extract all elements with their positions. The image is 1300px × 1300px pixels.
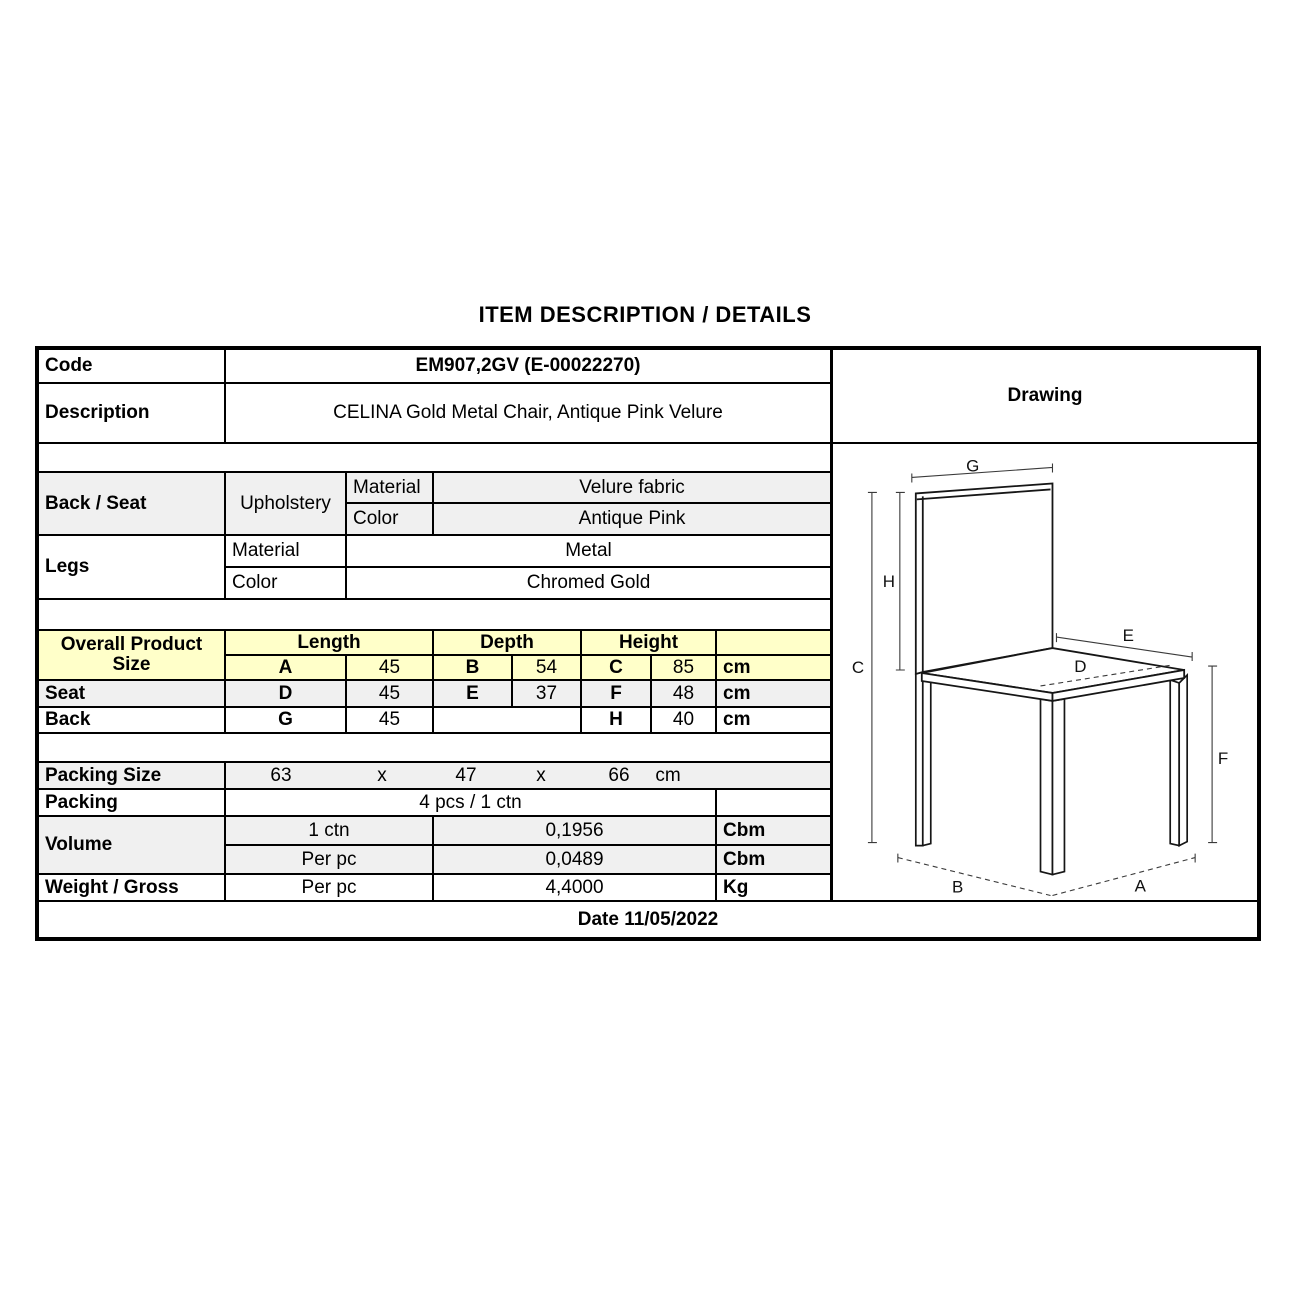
weight-value: 4,4000 [433, 874, 716, 901]
back-dim-unit: cm [716, 707, 831, 733]
back-dim-letter-g: G [225, 707, 346, 733]
overall-dim-value-c: 85 [651, 655, 716, 680]
back-dim-letter-h: H [581, 707, 651, 733]
packing-size-width: 47 [455, 764, 477, 786]
spacer-row-1 [38, 443, 831, 472]
volume-row2-unit: Cbm [716, 845, 831, 874]
back-row-label: Back [38, 707, 225, 733]
drawing-area [831, 443, 1258, 901]
packing-size-length: 63 [270, 764, 292, 786]
volume-row1-value: 0,1956 [433, 816, 716, 845]
legs-color-label: Color [225, 567, 346, 599]
weight-label: Weight / Gross [38, 874, 225, 901]
label-d: D [1074, 657, 1087, 676]
back-seat-color-label: Color [346, 503, 433, 535]
legs-material-value: Metal [346, 535, 831, 567]
packing-size-value [225, 762, 831, 789]
back-seat-material-value: Velure fabric [433, 472, 831, 503]
volume-row1-unit: Cbm [716, 816, 831, 845]
seat-dim-letter-d: D [225, 680, 346, 707]
legs-color-value: Chromed Gold [346, 567, 831, 599]
dim-line-c [868, 492, 877, 842]
packing-value: 4 pcs / 1 ctn [225, 789, 716, 816]
label-c: C [851, 657, 865, 677]
date-row: Date 11/05/2022 [38, 901, 1258, 938]
seat-dim-unit: cm [716, 680, 831, 707]
code-value: EM907,2GV (E-00022270) [225, 349, 831, 383]
packing-size-sep-1: x [377, 764, 387, 786]
overall-dim-letter-c: C [581, 655, 651, 680]
overall-size-label-line1: Overall Product [60, 634, 203, 656]
packing-size-sep-2: x [536, 764, 546, 786]
label-a: A [1134, 876, 1146, 896]
legs-label: Legs [38, 535, 225, 599]
description-label: Description [38, 383, 225, 443]
height-header: Height [581, 630, 716, 655]
length-header: Length [225, 630, 433, 655]
depth-header: Depth [433, 630, 581, 655]
upholstery-label: Upholstery [225, 472, 346, 535]
overall-dim-letter-b: B [433, 655, 512, 680]
code-label: Code [38, 349, 225, 383]
label-f: F [1217, 748, 1229, 768]
packing-label: Packing [38, 789, 225, 816]
spacer-row-3 [38, 733, 831, 762]
dim-line-h [896, 492, 905, 670]
chair-drawing [833, 444, 1257, 900]
size-header-empty [716, 630, 831, 655]
back-seat-color-value: Antique Pink [433, 503, 831, 535]
legs-material-label: Material [225, 535, 346, 567]
seat-dim-letter-f: F [581, 680, 651, 707]
dim-line-f [1208, 666, 1217, 843]
chair-backrest [916, 483, 1053, 674]
description-value: CELINA Gold Metal Chair, Antique Pink Velure [225, 383, 831, 443]
seat-row-label: Seat [38, 680, 225, 707]
back-dim-value-h: 40 [651, 707, 716, 733]
packing-empty [716, 789, 831, 816]
spec-table [35, 346, 1261, 941]
volume-row2-value: 0,0489 [433, 845, 716, 874]
back-row-empty [433, 707, 581, 733]
overall-size-label-line2: Size [112, 654, 151, 675]
chair-legs [916, 672, 1187, 875]
seat-dim-value-d: 45 [346, 680, 433, 707]
spacer-row-2 [38, 599, 831, 630]
packing-size-unit: cm [655, 764, 681, 786]
packing-size-height: 66 [608, 764, 630, 786]
dim-line-a [1052, 858, 1195, 896]
overall-dim-value-b: 54 [512, 655, 581, 680]
weight-unit: Kg [716, 874, 831, 901]
back-seat-material-label: Material [346, 472, 433, 503]
overall-dim-letter-a: A [225, 655, 346, 680]
packing-size-label: Packing Size [38, 762, 225, 789]
overall-size-label [38, 630, 225, 680]
back-seat-label: Back / Seat [38, 472, 225, 535]
drawing-header: Drawing [831, 349, 1258, 443]
back-dim-value-g: 45 [346, 707, 433, 733]
volume-row1-key: 1 ctn [225, 816, 433, 845]
weight-key: Per pc [225, 874, 433, 901]
volume-label: Volume [38, 816, 225, 874]
overall-dim-unit: cm [716, 655, 831, 680]
label-e: E [1122, 626, 1134, 646]
label-g: G [966, 456, 980, 476]
page-title: ITEM DESCRIPTION / DETAILS [478, 302, 812, 327]
label-b: B [952, 877, 964, 897]
dim-line-b [898, 858, 1051, 896]
dim-line-g [912, 463, 1053, 482]
seat-dim-value-e: 37 [512, 680, 581, 707]
overall-dim-value-a: 45 [346, 655, 433, 680]
volume-row2-key: Per pc [225, 845, 433, 874]
label-h: H [882, 572, 895, 592]
seat-dim-value-f: 48 [651, 680, 716, 707]
seat-dim-letter-e: E [433, 680, 512, 707]
